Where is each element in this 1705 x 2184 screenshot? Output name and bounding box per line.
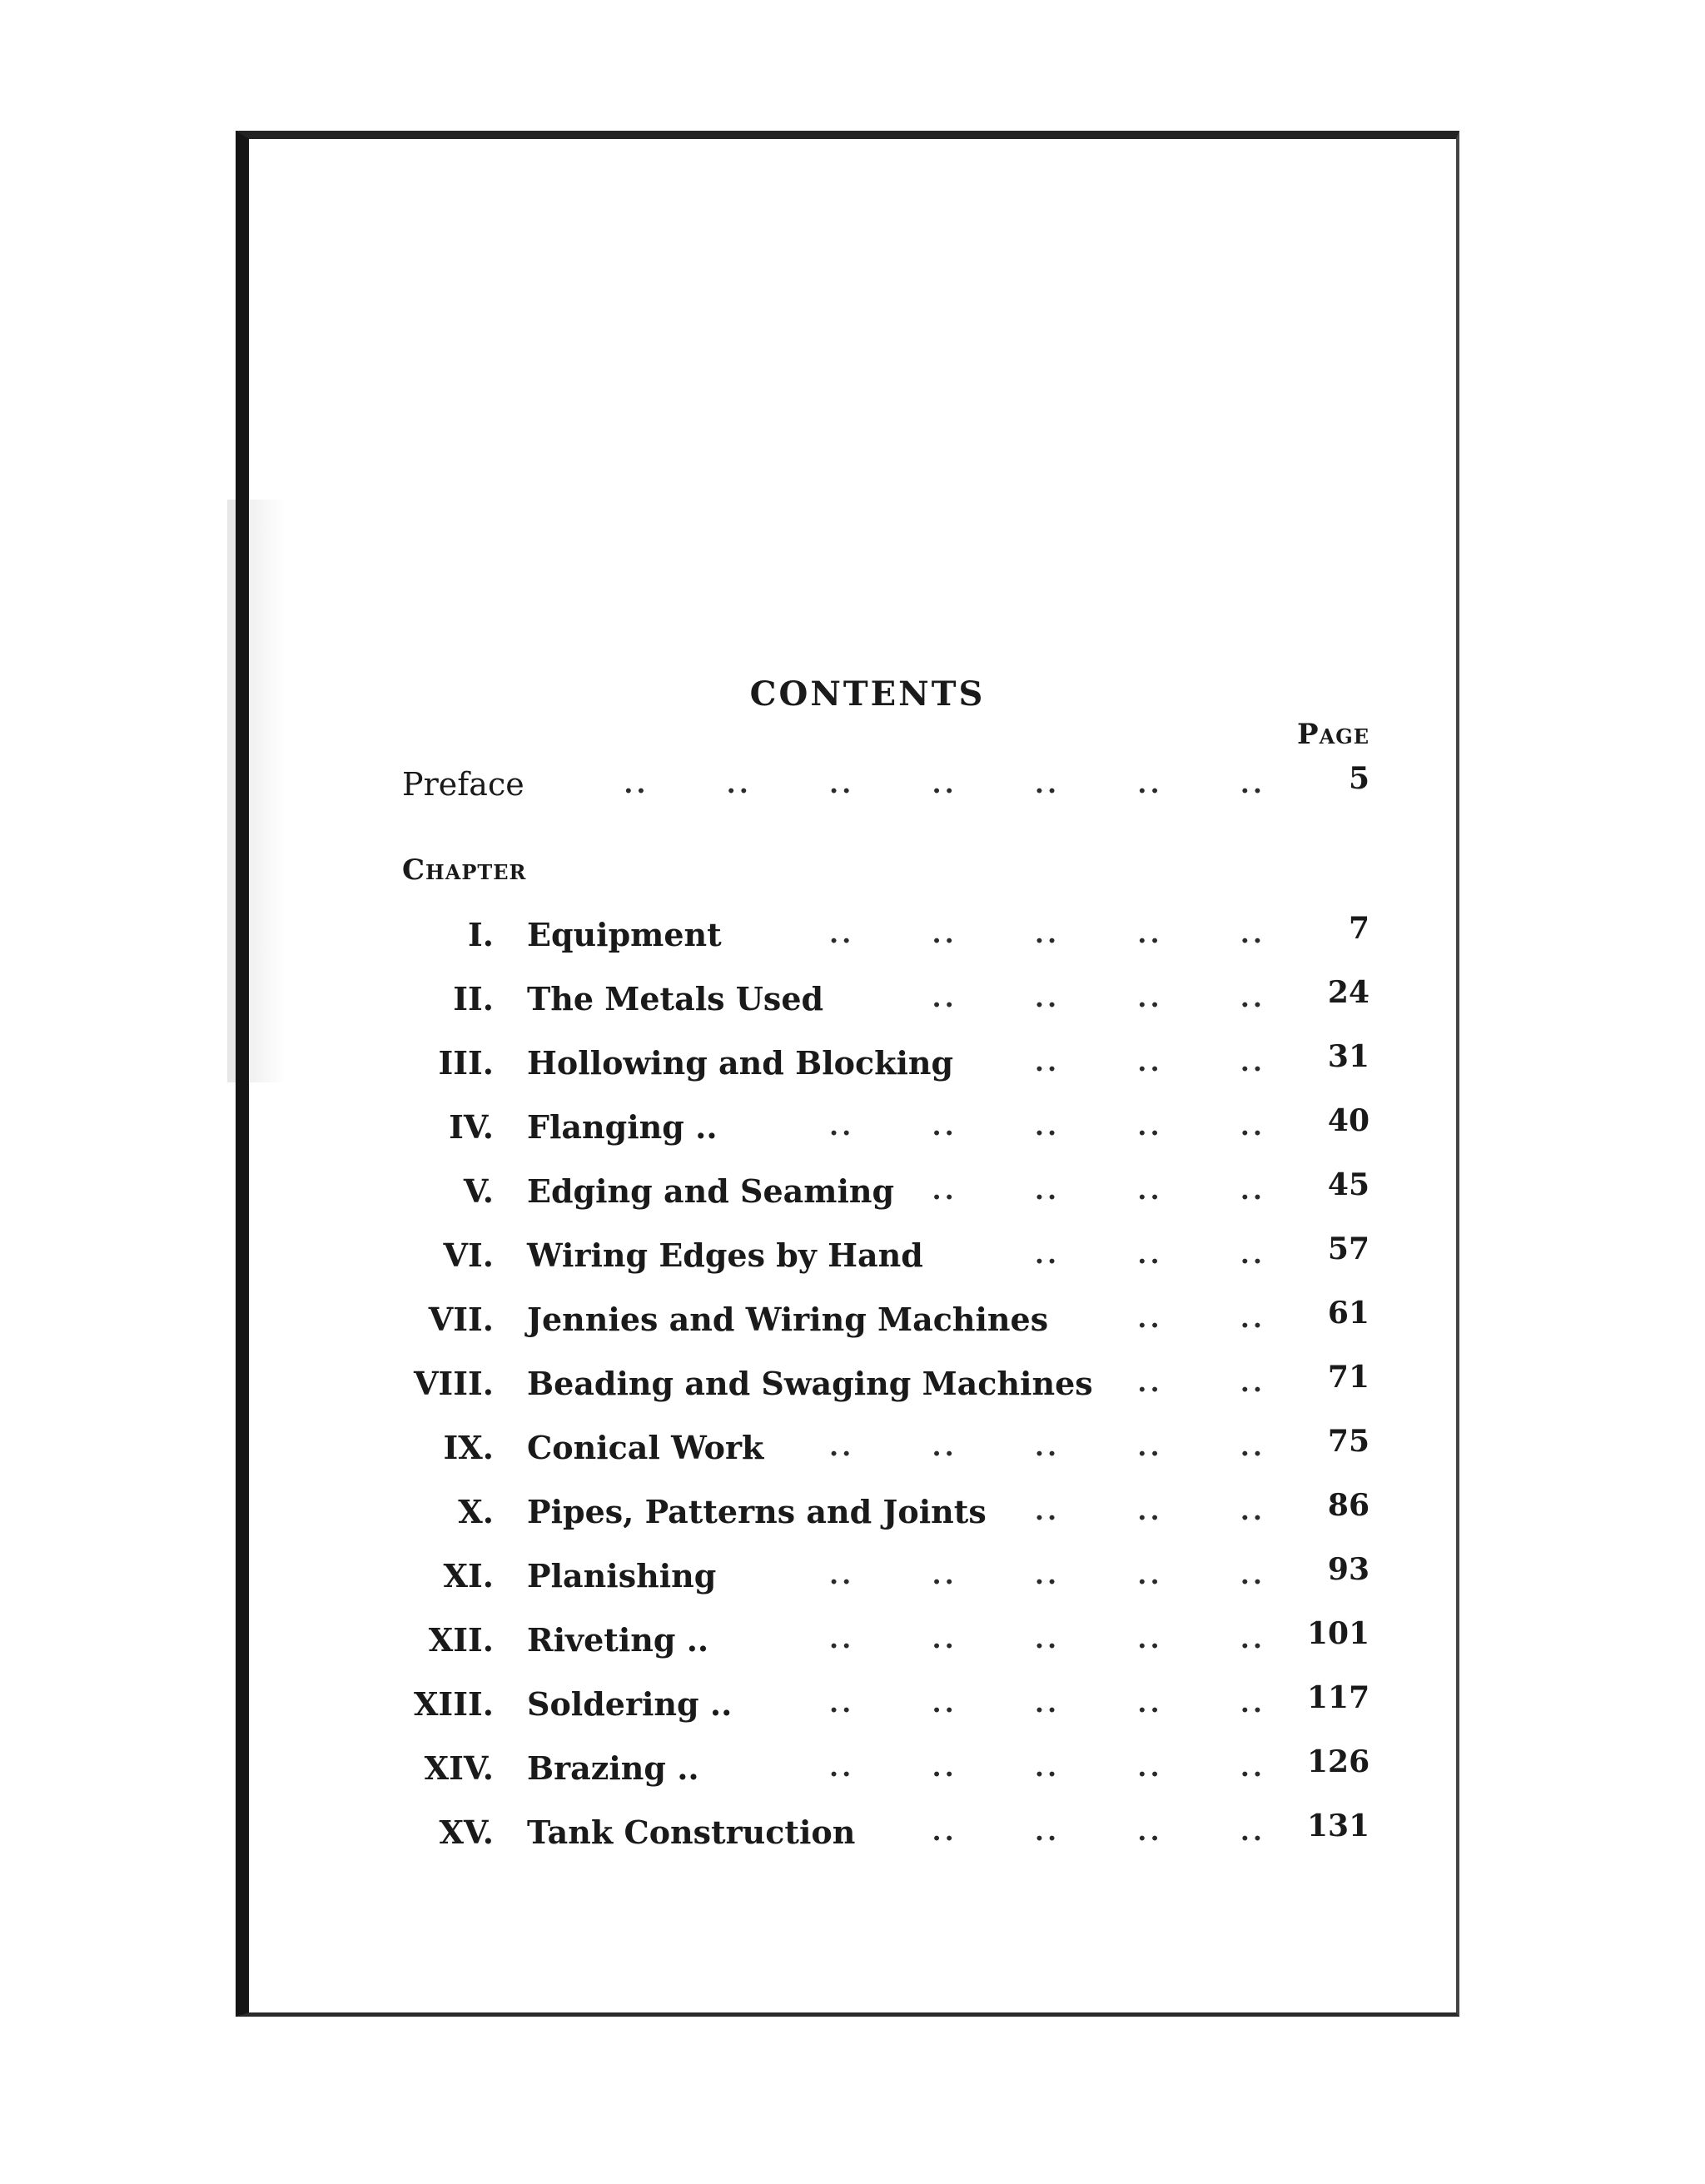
chapter-title: The Metals Used [527,980,824,1017]
chapter-entry [0,1616,1705,1671]
chapter-entry [0,1744,1705,1799]
chapter-title: Riveting .. [527,1621,709,1659]
chapter-title: Soldering .. [527,1685,733,1723]
chapter-numeral: XI. [443,1557,494,1594]
chapter-page-number: 131 [1307,1808,1370,1843]
chapter-title: Jennies and Wiring Machines [527,1301,1049,1338]
chapter-entry [0,1296,1705,1351]
dot-leader: .. .. .. .. .. [829,1430,1265,1462]
dot-leader: .. .. .. .. [932,982,1265,1013]
chapter-title: Tank Construction [527,1813,856,1851]
dot-leader: .. .. .. .. [932,1174,1265,1206]
dot-leader: .. .. .. [1034,1495,1265,1526]
chapter-entry [0,1808,1705,1863]
chapter-page-number: 31 [1327,1039,1369,1074]
chapter-title: Equipment [527,916,722,953]
dot-leader: .. .. .. .. .. [829,1110,1265,1142]
chapter-title: Beading and Swaging Machines [527,1365,1093,1402]
preface-entry [0,761,1705,816]
chapter-page-number: 75 [1327,1424,1369,1459]
chapter-title: Pipes, Patterns and Joints [527,1493,987,1530]
chapter-numeral: XIII. [413,1685,494,1723]
chapter-page-number: 93 [1327,1552,1369,1587]
chapter-entry [0,911,1705,966]
chapter-numeral: IV. [449,1108,494,1146]
chapter-entry [0,1424,1705,1479]
chapter-page-number: 117 [1307,1680,1370,1715]
chapter-numeral: VIII. [413,1365,494,1402]
chapter-page-number: 24 [1327,975,1369,1010]
chapter-title: Wiring Edges by Hand [527,1236,923,1274]
chapter-title: Conical Work [527,1429,764,1466]
chapter-page-number: 45 [1327,1167,1369,1202]
chapter-title: Edging and Seaming [527,1172,895,1210]
chapter-page-number: 40 [1327,1103,1369,1138]
dot-leader: .. .. .. .. .. [829,1559,1265,1590]
chapter-numeral: XII. [428,1621,494,1659]
dot-leader: .. .. .. [1034,1046,1265,1077]
chapter-entry [0,1488,1705,1543]
chapter-numeral: V. [463,1172,494,1210]
dot-leader: .. .. [1137,1366,1265,1398]
chapter-column-heading: Chapter [402,853,527,887]
preface-label: Preface [402,766,524,803]
chapter-entry [0,1167,1705,1222]
dot-leader: .. .. .. .. .. [829,1687,1265,1719]
chapter-numeral: XIV. [424,1749,494,1787]
chapter-entry [0,1680,1705,1735]
dot-leader: .. .. [1137,1302,1265,1334]
chapter-numeral: III. [438,1044,494,1082]
chapter-title: Hollowing and Blocking [527,1044,954,1082]
chapter-entry [0,1103,1705,1158]
chapter-title: Planishing [527,1557,717,1594]
chapter-numeral: IX. [443,1429,494,1466]
chapter-title: Flanging .. [527,1108,718,1146]
chapter-page-number: 101 [1307,1616,1370,1651]
preface-page-number: 5 [1348,761,1369,796]
chapter-numeral: II. [453,980,494,1017]
dot-leader: .. .. .. .. .. [829,918,1265,949]
chapter-entry [0,975,1705,1030]
chapter-numeral: X. [458,1493,494,1530]
chapter-page-number: 71 [1327,1360,1369,1395]
chapter-page-number: 86 [1327,1488,1369,1523]
chapter-entry [0,1360,1705,1415]
chapter-title: Brazing .. [527,1749,699,1787]
dot-leader: .. .. .. .. .. .. .. [624,768,1265,799]
chapter-numeral: VII. [428,1301,494,1338]
page-column-heading: Page [1297,718,1369,751]
chapter-page-number: 61 [1327,1296,1369,1331]
dot-leader: .. .. .. .. [932,1815,1265,1847]
chapter-entry [0,1039,1705,1094]
dot-leader: .. .. .. .. .. [829,1751,1265,1783]
chapter-numeral: XV. [439,1813,494,1851]
chapter-numeral: VI. [443,1236,494,1274]
chapter-page-number: 7 [1348,911,1369,946]
chapter-entry [0,1552,1705,1607]
chapter-page-number: 57 [1327,1231,1369,1266]
contents-title: CONTENTS [749,674,986,714]
chapter-numeral: I. [467,916,494,953]
dot-leader: .. .. .. .. .. [829,1623,1265,1654]
chapter-entry [0,1231,1705,1286]
chapter-page-number: 126 [1307,1744,1370,1779]
dot-leader: .. .. .. [1034,1238,1265,1270]
